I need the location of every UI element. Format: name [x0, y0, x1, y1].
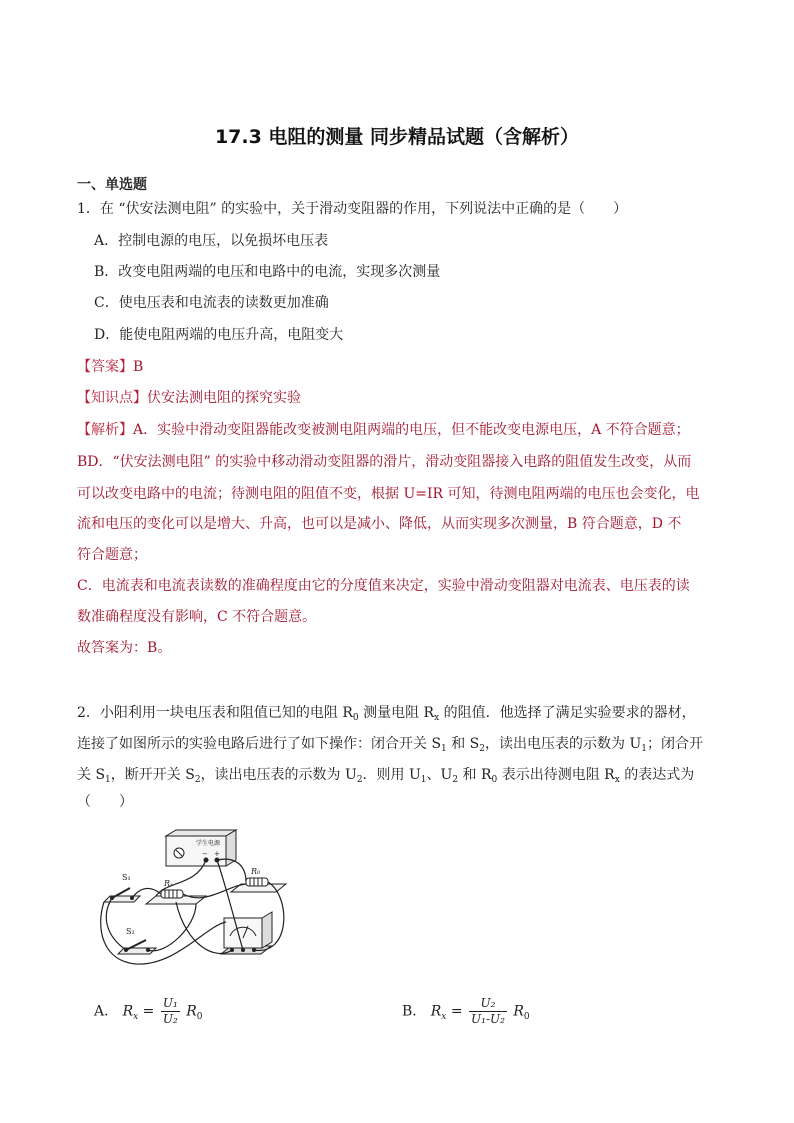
power-supply-label: 学生电源 — [196, 840, 221, 847]
answer-tag: 【答案】 — [77, 359, 133, 375]
power-supply — [166, 830, 236, 866]
q1-analysis-line-6: C．电流表和电流表读数的准确程度由它的分度值来决定，实验中滑动变阻器对电流表、电压表的读 — [77, 578, 690, 594]
r0-label: R₀ — [251, 867, 261, 876]
circuit-diagram — [96, 826, 296, 966]
q1-knowledge — [77, 388, 301, 408]
q1-option-a: A．控制电源的电压，以免损坏电压表 — [94, 233, 329, 249]
rx-resistor — [146, 879, 206, 904]
q1-analysis-line-5: 符合题意； — [77, 547, 147, 563]
option-a-label: A． — [94, 1003, 119, 1020]
q1-option-b: B．改变电阻两端的电压和电路中的电流，实现多次测量 — [94, 264, 441, 280]
option-a-fraction: $\frac{\text{U₁}}{\text{U₂}}$ — [162, 996, 178, 1026]
svg-text:+: + — [214, 850, 220, 858]
q1-answer — [77, 357, 143, 377]
analysis-tag: 【解析】 — [77, 422, 133, 438]
q2-stem-line-2: 连接了如图所示的实验电路后进行了如下操作：闭合开关 $S_1$ 和 $S_2$，读出电压表的示数为 $U_1$；闭合开 — [77, 736, 703, 754]
switch-s2 — [118, 927, 156, 954]
q1-option-d: D．能使电阻两端的电压升高，电阻变大 — [94, 327, 344, 343]
q1-analysis-line-8: 故答案为：B。 — [77, 640, 172, 656]
page-title: 17.3 电阻的测量 同步精品试题（含解析） — [214, 126, 580, 148]
knowledge-tag: 【知识点】 — [77, 390, 147, 406]
answer-value: B — [133, 359, 144, 375]
q1-analysis-line-2: BD．“伏安法测电阻” 的实验中移动滑动变阻器的滑片，滑动变阻器接入电路的阻值发生改变，从而 — [77, 454, 692, 470]
r0-resistor — [231, 867, 286, 892]
q1-analysis-line-7: 数准确程度没有影响，C 不符合题意。 — [77, 609, 317, 625]
q2-stem-line-1: 2．小阳利用一块电压表和阻值已知的电阻 $R_0$ 测量电阻 $R_x$ 的阻值．他选择了满足实验要求的器材， — [77, 705, 696, 723]
svg-text:−: − — [202, 850, 208, 858]
q2-stem-line-4: （ ） — [77, 794, 133, 810]
s1-label: S₁ — [122, 873, 131, 882]
section-heading: 一、单选题 — [77, 177, 147, 193]
s2-label: S₂ — [126, 927, 135, 936]
knowledge-value: 伏安法测电阻的探究实验 — [147, 390, 301, 406]
rx-label: Rₓ — [164, 879, 173, 888]
switch-s1 — [104, 873, 140, 902]
option-b-label: B． — [402, 1003, 427, 1020]
voltmeter — [221, 912, 272, 954]
q2-stem-line-3: 关 $S_1$，断开开关 $S_2$，读出电压表的示数为 $U_2$．则用 $U_1$、$U_2$ 和 $R_0$ 表示出待测电阻 $R_x$ 的表达式为 — [77, 767, 695, 785]
q1-stem: 1．在 “伏安法测电阻” 的实验中，关于滑动变阻器的作用，下列说法中正确的是（ ） — [77, 201, 628, 217]
q1-analysis-line-4: 流和电压的变化可以是增大、升高，也可以是减小、降低，从而实现多次测量，B 符合题意，D 不 — [77, 516, 682, 532]
option-b-fraction: $\frac{\text{U₂}}{\text{U₁-U₂}}$ — [471, 996, 505, 1026]
analysis-text: A．实验中滑动变阻器能改变被测电阻两端的电压，但不能改变电源电压，A 不符合题意； — [133, 422, 690, 438]
q1-analysis-line-3: 可以改变电路中的电流；待测电阻的阻值不变，根据 U=IR 可知，待测电阻两端的电压也会变化，电 — [77, 486, 700, 502]
q2-option-a: A． $R_x$ = $\frac{\text{U₁}}{\text{U₂}}$ $R_0$ — [94, 996, 203, 1026]
q2-option-b: B． $R_x$ = $\frac{\text{U₂}}{\text{U₁-U₂}}$ $R_0$ — [402, 996, 530, 1026]
q1-analysis-line-1 — [77, 420, 690, 440]
q1-option-c: C．使电压表和电流表的读数更加准确 — [94, 295, 329, 311]
